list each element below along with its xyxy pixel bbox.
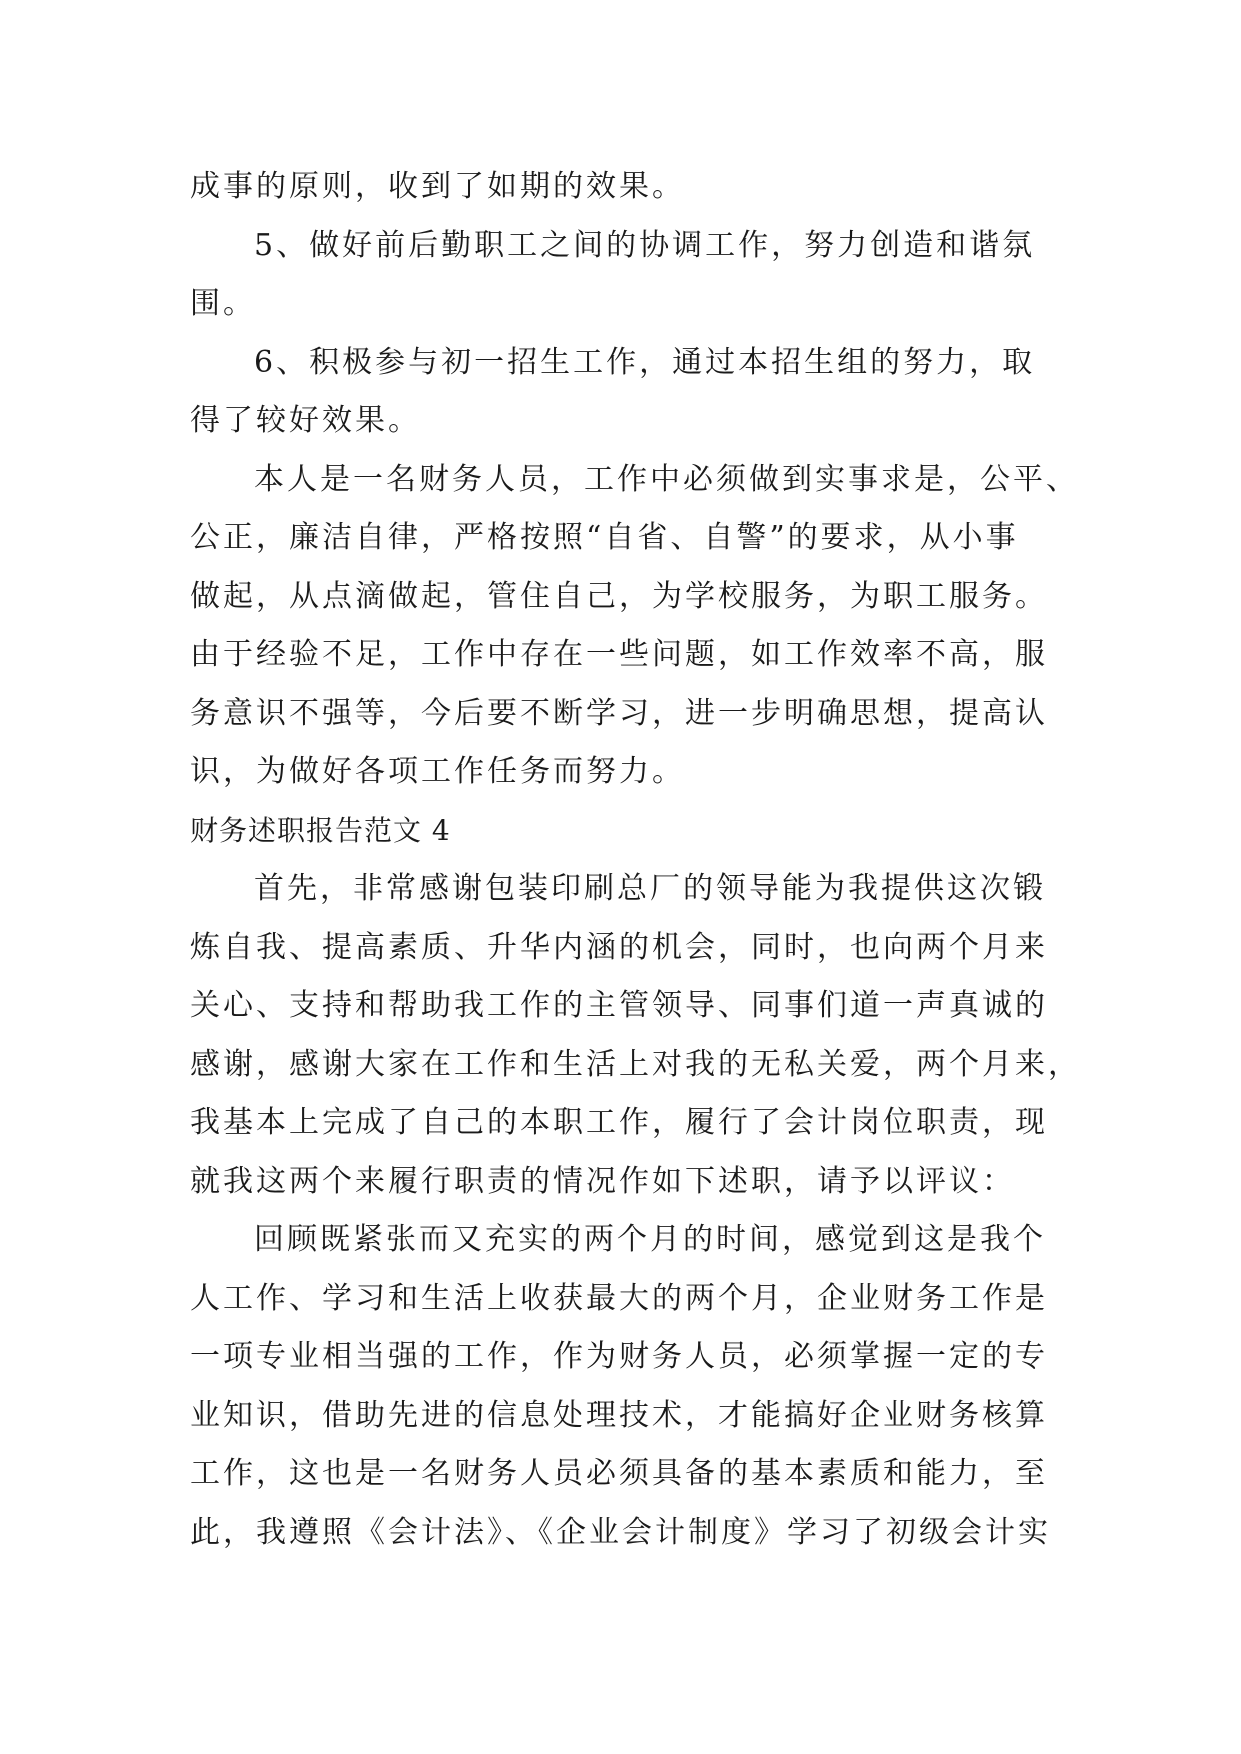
text-line: 此，我遵照《会计法》、《企业会计制度》学习了初级会计实 [190,1514,1051,1550]
text-line: 围。 [190,286,256,321]
text-line: 得了较好效果。 [190,403,421,438]
text-line: 5、做好前后勤职工之间的协调工作，努力创造和谐氛 [254,227,1036,263]
text-line: 识，为做好各项工作任务而努力。 [190,754,685,789]
text-line: 由于经验不足，工作中存在一些问题，如工作效率不高，服 [190,637,1048,672]
text-line: 一项专业相当强的工作，作为财务人员，必须掌握一定的专 [190,1339,1048,1374]
text-line: 回顾既紧张而又充实的两个月的时间，感觉到这是我个 [254,1222,1046,1257]
text-line: 公正，廉洁自律，严格按照“自省、自警”的要求，从小事 [190,520,1019,555]
text-line: 6、积极参与初一招生工作，通过本招生组的努力，取 [254,344,1036,380]
text-line: 炼自我、提高素质、升华内涵的机会，同时，也向两个月来 [190,929,1048,965]
text-line: 工作，这也是一名财务人员必须具备的基本素质和能力，至 [190,1456,1048,1491]
document-body [190,158,1081,1562]
text-line: 业知识，借助先进的信息处理技术，才能搞好企业财务核算 [190,1397,1048,1433]
text-line: 做起，从点滴做起，管住自己，为学校服务，为职工服务。 [190,578,1048,614]
section-heading: 财务述职报告范文 4 [190,813,451,847]
text-line: 感谢，感谢大家在工作和生活上对我的无私关爱，两个月来， [190,1046,1081,1082]
text-line: 人工作、学习和生活上收获最大的两个月，企业财务工作是 [190,1280,1048,1316]
text-line: 关心、支持和帮助我工作的主管领导、同事们道一声真诚的 [190,988,1048,1023]
text-line: 就我这两个来履行职责的情况作如下述职，请予以评议： [190,1163,1015,1199]
text-line: 首先，非常感谢包装印刷总厂的领导能为我提供这次锻 [254,871,1046,906]
text-line: 成事的原则，收到了如期的效果。 [190,169,685,204]
text-line: 我基本上完成了自己的本职工作，履行了会计岗位职责，现 [190,1105,1048,1140]
text-line: 务意识不强等，今后要不断学习，进一步明确思想，提高认 [190,695,1048,731]
text-line: 本人是一名财务人员，工作中必须做到实事求是，公平、 [254,461,1079,497]
